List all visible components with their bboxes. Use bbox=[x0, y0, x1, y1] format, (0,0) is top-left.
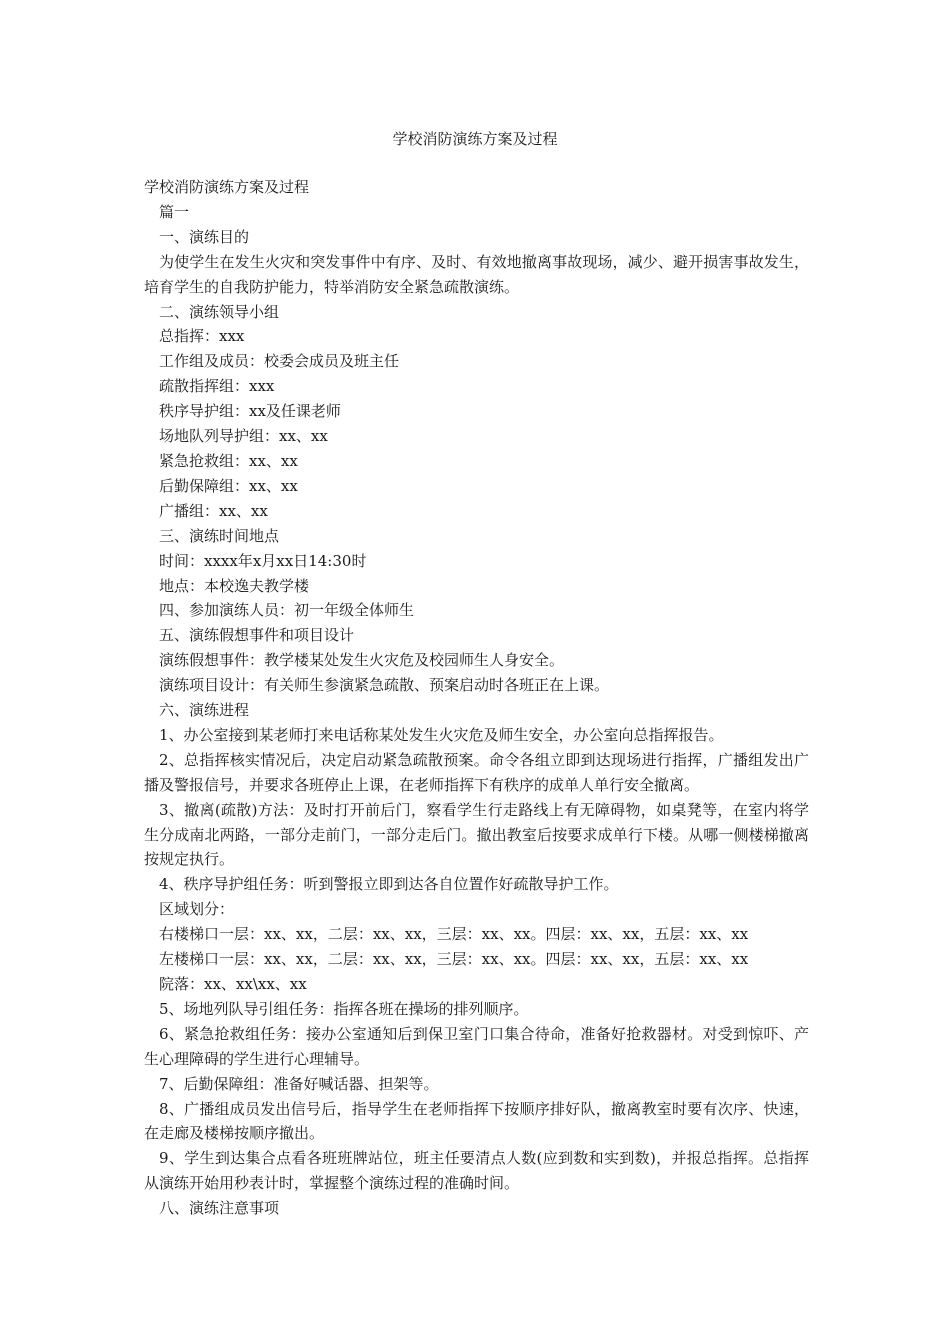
paragraph: 三、演练时间地点 bbox=[159, 526, 280, 545]
paragraph: 六、演练进程 bbox=[159, 701, 250, 720]
document-title: 学校消防演练方案及过程 bbox=[392, 130, 558, 148]
paragraph: 秩序导护组：xx及任课老师 bbox=[159, 402, 341, 421]
paragraph: 8、广播组成员发出信号后，指导学生在老师指挥下按顺序排好队，撤离教室时要有次序、快速，在走廊及楼梯按顺序撤出。 bbox=[144, 1099, 809, 1143]
paragraph: 紧急抢救组：xx、xx bbox=[159, 451, 298, 470]
paragraph: 右楼梯口一层：xx、xx，二层：xx、xx，三层：xx、xx。四层：xx、xx，五层：xx、xx bbox=[159, 925, 749, 944]
paragraph: 7、后勤保障组：准备好喊话器、担架等。 bbox=[159, 1074, 439, 1093]
paragraph: 总指挥：xxx bbox=[159, 327, 245, 346]
paragraph: 6、紧急抢救组任务：接办公室通知后到保卫室门口集合待命，准备好抢救器材。对受到惊吓、产生心理障碍的学生进行心理辅导。 bbox=[144, 1024, 809, 1068]
paragraph: 院落：xx、xx\xx、xx bbox=[159, 975, 307, 993]
paragraph: 五、演练假想事件和项目设计 bbox=[159, 626, 355, 645]
paragraph: 八、演练注意事项 bbox=[159, 1199, 280, 1218]
paragraph: 左楼梯口一层：xx、xx，二层：xx、xx，三层：xx、xx。四层：xx、xx，五层：xx、xx bbox=[159, 950, 749, 969]
paragraph: 9、学生到达集合点看各班班牌站位，班主任要清点人数(应到数和实到数)，并报总指挥。总指挥从演练开始用秒表计时，掌握整个演练过程的准确时间。 bbox=[144, 1149, 809, 1193]
paragraph: 篇一 bbox=[159, 202, 190, 221]
paragraph: 场地队列导护组：xx、xx bbox=[159, 427, 328, 446]
paragraph: 疏散指挥组：xxx bbox=[159, 377, 275, 396]
paragraph: 4、秩序导护组任务：听到警报立即到达各自位置作好疏散导护工作。 bbox=[159, 875, 619, 894]
paragraph: 一、演练目的 bbox=[159, 227, 250, 246]
paragraph: 二、演练领导小组 bbox=[159, 302, 280, 321]
document-body bbox=[144, 175, 809, 1221]
paragraph: 2、总指挥核实情况后，决定启动紧急疏散预案。命令各组立即到达现场进行指挥，广播组发出广播及警报信号，并要求各班停止上课，在老师指挥下有秩序的成单人单行安全撤离。 bbox=[144, 750, 809, 794]
paragraph: 为使学生在发生火灾和突发事件中有序、及时、有效地撤离事故现场，减少、避开损害事故发生，培育学生的自我防护能力，特举消防安全紧急疏散演练。 bbox=[144, 252, 809, 296]
paragraph: 3、撤离(疏散)方法：及时打开前后门，察看学生行走路线上有无障碍物，如桌凳等，在室内将学生分成南北两路，一部分走前门，一部分走后门。撤出教室后按要求成单行下楼。从哪一侧楼梯撤离按规定执行。 bbox=[144, 800, 809, 869]
paragraph: 地点：本校逸夫教学楼 bbox=[159, 576, 310, 595]
paragraph: 时间：xxxx年x月xx日14:30时 bbox=[159, 551, 367, 570]
paragraph: 1、办公室接到某老师打来电话称某处发生火灾危及师生安全，办公室向总指挥报告。 bbox=[159, 725, 724, 744]
paragraph: 演练假想事件：教学楼某处发生火灾危及校园师生人身安全。 bbox=[159, 651, 565, 670]
paragraph: 5、场地列队导引组任务：指挥各班在操场的排列顺序。 bbox=[159, 999, 529, 1018]
paragraph: 演练项目设计：有关师生参演紧急疏散、预案启动时各班正在上课。 bbox=[159, 676, 610, 695]
paragraph: 区域划分： bbox=[159, 900, 235, 919]
paragraph: 工作组及成员：校委会成员及班主任 bbox=[159, 352, 400, 371]
paragraph: 学校消防演练方案及过程 bbox=[144, 178, 310, 196]
paragraph: 后勤保障组：xx、xx bbox=[159, 476, 298, 495]
paragraph: 广播组：xx、xx bbox=[159, 501, 268, 520]
paragraph: 四、参加演练人员：初一年级全体师生 bbox=[159, 601, 415, 620]
